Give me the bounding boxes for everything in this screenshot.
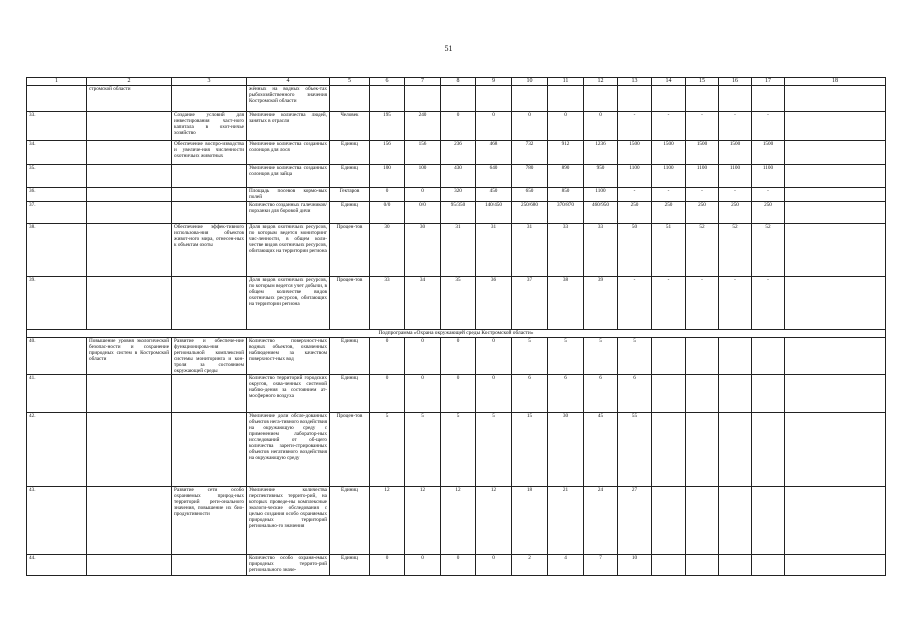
note-cell [785,375,886,413]
value-cell: 6 [618,375,652,413]
indicator-cell: Доля видов охотничьих ресурсов, по которым ведется мониторинг чис-ленности, в общем коли-честве видов охотничьих ресурсов, обитающих на территории региона [247,224,330,277]
table-row [27,277,886,330]
column-number-cell: 3 [172,78,247,86]
value-cell: 31 [441,224,476,277]
note-cell [785,141,886,165]
note-cell [785,202,886,224]
unit-cell: Единиц [330,141,370,165]
value-cell [652,338,686,375]
goal-cell [87,188,172,202]
subprogram-title: Подпрограмма «Охрана окружающей среды Костромской области» [27,330,886,338]
value-cell [752,338,785,375]
indicators-table [26,77,886,576]
goal-cell [87,224,172,277]
value-cell: 1500 [686,141,719,165]
value-cell: 34 [405,277,441,330]
value-cell: 0 [405,338,441,375]
row-number-cell [27,86,87,112]
value-cell [752,487,785,555]
value-cell: 250 [618,202,652,224]
value-cell: 890 [548,165,584,188]
value-cell: 36 [476,277,512,330]
unit-cell: Единиц [330,555,370,576]
value-cell: 0 [370,555,405,576]
indicator-cell: Количество созданных галечников/порханки для боровой дичи [247,202,330,224]
value-cell [441,86,476,112]
value-cell [652,555,686,576]
value-cell: 100 [405,165,441,188]
value-cell: 0 [405,188,441,202]
table-row [27,375,886,413]
value-cell: 0/0 [405,202,441,224]
value-cell: - [618,188,652,202]
value-cell: 250/680 [512,202,548,224]
value-cell [686,338,719,375]
note-cell [785,338,886,375]
value-cell: 31 [512,224,548,277]
column-number-cell: 10 [512,78,548,86]
task-cell [172,188,247,202]
task-cell [172,413,247,487]
value-cell: 850 [548,188,584,202]
value-cell [719,555,752,576]
value-cell: 250 [752,202,785,224]
value-cell: 37 [512,277,548,330]
value-cell: 1100 [618,165,652,188]
value-cell: 0 [476,555,512,576]
column-number-cell: 15 [686,78,719,86]
value-cell: 7 [584,555,618,576]
value-cell [719,338,752,375]
table-row [27,338,886,375]
value-cell: 236 [441,141,476,165]
column-number-cell: 17 [752,78,785,86]
value-cell: 24 [584,487,618,555]
goal-cell [87,112,172,141]
table-row [27,202,886,224]
value-cell: 33 [584,224,618,277]
table-row [27,487,886,555]
value-cell: - [618,277,652,330]
value-cell: 45 [584,413,618,487]
indicator-cell: Увеличение доли обсле-дованных объектов нега-тивного воздействия на окружающую среду с применением лаборатор-ных исследований от об-щего количества зареги-стрированных объектов негативного воздействия на окружающую среду [247,413,330,487]
value-cell: 1100 [719,165,752,188]
value-cell: 140/450 [476,202,512,224]
value-cell: 30 [548,413,584,487]
row-number-cell: 43. [27,487,87,555]
column-number-cell: 8 [441,78,476,86]
value-cell: 6 [512,375,548,413]
value-cell: 650 [512,188,548,202]
indicator-cell: Доля видов охотничьих ресурсов, по которым ведется учет добычи, в общем количестве видов охотничьих ресурсов, обитающих на территории региона [247,277,330,330]
value-cell: 12 [405,487,441,555]
goal-cell [87,487,172,555]
value-cell: 10 [618,555,652,576]
value-cell: 0 [441,338,476,375]
value-cell: 912 [548,141,584,165]
value-cell: - [652,112,686,141]
value-cell: 1100 [584,188,618,202]
value-cell: 52 [719,224,752,277]
value-cell: 5 [584,338,618,375]
value-cell: 5 [405,413,441,487]
value-cell: 38 [548,277,584,330]
value-cell: 156 [370,141,405,165]
task-cell [172,555,247,576]
task-cell: Развитие и обеспече-ние функционирова-ния региональной комплексной системы мониторинга и кон-троля за состоянием окружающей среды [172,338,247,375]
column-number-cell: 16 [719,78,752,86]
value-cell: 27 [618,487,652,555]
unit-cell: Гектаров [330,188,370,202]
value-cell: 1500 [752,141,785,165]
table-row [27,141,886,165]
value-cell [719,375,752,413]
value-cell: 5 [370,413,405,487]
value-cell: - [686,277,719,330]
column-number-cell: 14 [652,78,686,86]
value-cell: 5 [512,338,548,375]
note-cell [785,188,886,202]
value-cell: 1500 [618,141,652,165]
value-cell: 12 [370,487,405,555]
value-cell: 240 [405,112,441,141]
indicator-cell: жённых на водных объек-тах рыбохозяйственного значения Костромской области [247,86,330,112]
table-row [27,555,886,576]
value-cell: 33 [548,224,584,277]
row-number-cell: 39. [27,277,87,330]
value-cell: 39 [584,277,618,330]
value-cell [686,487,719,555]
goal-cell [87,375,172,413]
value-cell: 0 [476,375,512,413]
value-cell: 6 [584,375,618,413]
value-cell: 250 [686,202,719,224]
value-cell: 2 [512,555,548,576]
value-cell: 780 [512,165,548,188]
goal-cell: стромской области [87,86,172,112]
note-cell [785,555,886,576]
column-number-cell: 13 [618,78,652,86]
value-cell: 6 [548,375,584,413]
value-cell: 0 [370,375,405,413]
value-cell: 195 [370,112,405,141]
value-cell: 1100 [652,165,686,188]
goal-cell: Повышение уровня экологической безопас-ности и сохранение природных систем в Костромской области [87,338,172,375]
value-cell: - [618,112,652,141]
value-cell [686,413,719,487]
row-number-cell: 37. [27,202,87,224]
value-cell: 0 [548,112,584,141]
note-cell [785,86,886,112]
value-cell: 5 [618,338,652,375]
table-row [27,224,886,277]
column-number-cell: 1 [27,78,87,86]
value-cell: 468 [476,141,512,165]
column-number-cell: 12 [584,78,618,86]
task-cell: Развитие сети особо охраняемых природ-ных территорий реги-онального значения, повышение их био-продуктивности [172,487,247,555]
value-cell: 5 [441,413,476,487]
value-cell: 0 [584,112,618,141]
value-cell: 732 [512,141,548,165]
value-cell [618,86,652,112]
goal-cell [87,202,172,224]
value-cell: 21 [548,487,584,555]
value-cell: 0 [512,112,548,141]
row-number-cell: 38. [27,224,87,277]
value-cell: 460/950 [584,202,618,224]
unit-cell: Единиц [330,165,370,188]
unit-cell [330,86,370,112]
goal-cell [87,277,172,330]
row-number-cell: 34. [27,141,87,165]
indicator-cell: Количество поверхност-ных водных объектов, охваченных наблюдением за качеством поверхност-ных вод [247,338,330,375]
value-cell: 1500 [652,141,686,165]
unit-cell: Человек [330,112,370,141]
row-number-cell: 44. [27,555,87,576]
value-cell: 156 [405,141,441,165]
value-cell [719,413,752,487]
note-cell [785,224,886,277]
value-cell: 250 [652,202,686,224]
value-cell: 320 [441,188,476,202]
value-cell: - [719,112,752,141]
value-cell: 52 [686,224,719,277]
note-cell [785,487,886,555]
value-cell: 950 [584,165,618,188]
value-cell: 52 [752,224,785,277]
value-cell: 1500 [719,141,752,165]
value-cell: 0 [441,375,476,413]
indicator-cell: Увеличение количества людей, занятых в отрасли [247,112,330,141]
value-cell: 5 [548,338,584,375]
value-cell [752,86,785,112]
value-cell: 450 [476,188,512,202]
table-row [27,188,886,202]
value-cell: 0 [370,188,405,202]
task-cell [172,375,247,413]
column-number-cell: 6 [370,78,405,86]
value-cell: 0 [476,112,512,141]
value-cell [652,375,686,413]
note-cell [785,413,886,487]
value-cell [652,487,686,555]
value-cell: - [752,188,785,202]
value-cell: 35 [441,277,476,330]
value-cell: 0 [405,375,441,413]
task-cell: Создание условий для инвестирования част-ного капитала в охот-ничье хозяйство [172,112,247,141]
value-cell [686,555,719,576]
value-cell: 30 [405,224,441,277]
unit-cell: Процен-тов [330,413,370,487]
value-cell: 0 [370,338,405,375]
value-cell: 100 [370,165,405,188]
unit-cell: Единиц [330,338,370,375]
unit-cell: Единиц [330,202,370,224]
value-cell: 250 [719,202,752,224]
column-number-cell: 18 [785,78,886,86]
row-number-cell: 36. [27,188,87,202]
value-cell [752,555,785,576]
value-cell: 0 [441,112,476,141]
value-cell: 430 [441,165,476,188]
indicator-cell: Увеличение количества созданных солонцов для зайца [247,165,330,188]
value-cell: 55 [618,413,652,487]
table-row [27,165,886,188]
value-cell: 0 [476,338,512,375]
indicator-cell: Количество территорий городских округов, охва-ченных системой наблю-дения за состоянием ат-мосферного воздуха [247,375,330,413]
value-cell [512,86,548,112]
column-number-row [27,78,886,86]
column-number-cell: 7 [405,78,441,86]
value-cell: - [686,188,719,202]
task-cell: Обеспечение воспро-изводства и увеличе-ния численности охотничьих животных [172,141,247,165]
value-cell: 51 [652,224,686,277]
row-number-cell: 40. [27,338,87,375]
indicator-cell: Количество особо охраня-емых природных террито-рий регионального значе- [247,555,330,576]
value-cell: 1100 [686,165,719,188]
value-cell: 12 [476,487,512,555]
task-cell [172,165,247,188]
note-cell [785,112,886,141]
value-cell: 1236 [584,141,618,165]
unit-cell: Процен-тов [330,277,370,330]
value-cell: 95/350 [441,202,476,224]
value-cell [719,487,752,555]
value-cell [476,86,512,112]
column-number-cell: 9 [476,78,512,86]
value-cell: 370/870 [548,202,584,224]
note-cell [785,277,886,330]
table-row [27,112,886,141]
value-cell: - [752,277,785,330]
value-cell [752,375,785,413]
value-cell [652,86,686,112]
subprogram-row [27,330,886,338]
indicator-cell: Увеличение количества созданных солонцов для лося [247,141,330,165]
goal-cell [87,141,172,165]
row-number-cell: 42. [27,413,87,487]
goal-cell [87,413,172,487]
value-cell: 640 [476,165,512,188]
column-number-cell: 4 [247,78,330,86]
table-row [27,86,886,112]
value-cell: 0/0 [370,202,405,224]
value-cell: 1100 [752,165,785,188]
value-cell: 31 [476,224,512,277]
table-row [27,413,886,487]
value-cell [752,413,785,487]
value-cell [652,413,686,487]
note-cell [785,165,886,188]
value-cell: - [719,277,752,330]
unit-cell: Процен-тов [330,224,370,277]
value-cell: 18 [512,487,548,555]
task-cell [172,86,247,112]
value-cell: - [752,112,785,141]
value-cell [548,86,584,112]
row-number-cell: 33. [27,112,87,141]
value-cell: 33 [370,277,405,330]
column-number-cell: 5 [330,78,370,86]
value-cell [370,86,405,112]
unit-cell: Единиц [330,375,370,413]
unit-cell: Единиц [330,487,370,555]
value-cell: 30 [370,224,405,277]
column-number-cell: 2 [87,78,172,86]
value-cell: 5 [476,413,512,487]
indicator-cell: Увеличение количества перспективных террито-рий, на которых проведе-ны комплексные экологи-ческие обследования с целью создания особо охраняемых природных территорий регионально-го значения [247,487,330,555]
value-cell [584,86,618,112]
row-number-cell: 41. [27,375,87,413]
value-cell: - [719,188,752,202]
task-cell: Обеспечение эффек-тивного использова-ния объектов живот-ного мира, отнесен-ных к объектам охоты [172,224,247,277]
task-cell [172,202,247,224]
value-cell: 15 [512,413,548,487]
value-cell: 50 [618,224,652,277]
value-cell: - [652,188,686,202]
task-cell [172,277,247,330]
value-cell [719,86,752,112]
value-cell [686,375,719,413]
value-cell: - [652,277,686,330]
value-cell: 0 [405,555,441,576]
value-cell: - [686,112,719,141]
row-number-cell: 35. [27,165,87,188]
column-number-cell: 11 [548,78,584,86]
goal-cell [87,165,172,188]
value-cell: 4 [548,555,584,576]
indicator-cell: Площадь посевов кормо-вых полей [247,188,330,202]
value-cell [405,86,441,112]
value-cell: 12 [441,487,476,555]
page-number: 51 [444,44,453,53]
goal-cell [87,555,172,576]
value-cell [686,86,719,112]
value-cell: 0 [441,555,476,576]
